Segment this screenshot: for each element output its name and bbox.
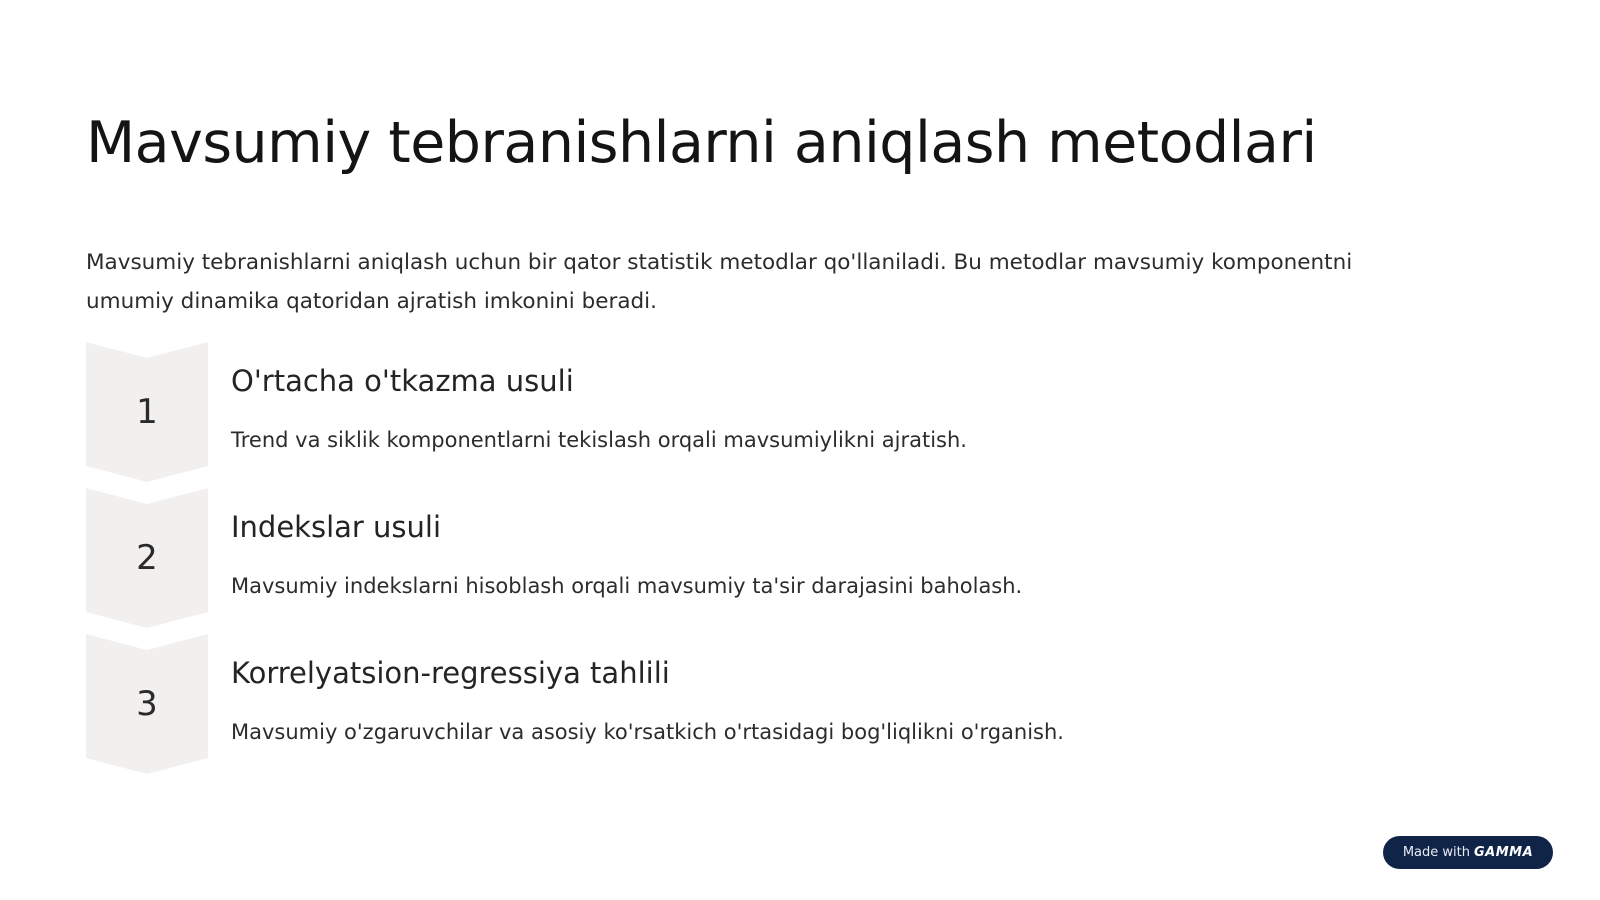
step-description: Trend va siklik komponentlarni tekislash orqali mavsumiylikni ajratish. bbox=[231, 428, 967, 452]
step-item bbox=[86, 634, 1386, 780]
gamma-logo: GAMMA bbox=[1473, 845, 1534, 860]
step-item bbox=[86, 342, 1386, 488]
step-number: 1 bbox=[136, 392, 158, 432]
step-heading: O'rtacha o'tkazma usuli bbox=[231, 364, 574, 398]
slide-intro: Mavsumiy tebranishlarni aniqlash uchun bir qator statistik metodlar qo'llaniladi. Bu metodlar mavsumiy komponentni umumiy dinamika qatoridan ajratish imkonini beradi. bbox=[86, 250, 1353, 314]
step-description: Mavsumiy o'zgaruvchilar va asosiy ko'rsatkich o'rtasidagi bog'liqlikni o'rganish. bbox=[231, 720, 1064, 744]
step-item bbox=[86, 488, 1386, 634]
badge-label: Made with bbox=[1402, 845, 1470, 860]
step-number: 2 bbox=[136, 538, 158, 578]
step-number: 3 bbox=[136, 684, 158, 724]
slide-title: Mavsumiy tebranishlarni aniqlash metodlari bbox=[86, 110, 1317, 176]
step-description: Mavsumiy indekslarni hisoblash orqali mavsumiy ta'sir darajasini baholash. bbox=[231, 574, 1023, 598]
made-with-gamma-badge[interactable] bbox=[1383, 836, 1553, 869]
step-heading: Korrelyatsion-regressiya tahlili bbox=[231, 656, 670, 690]
step-heading: Indekslar usuli bbox=[231, 510, 442, 544]
steps-list bbox=[86, 342, 1386, 780]
